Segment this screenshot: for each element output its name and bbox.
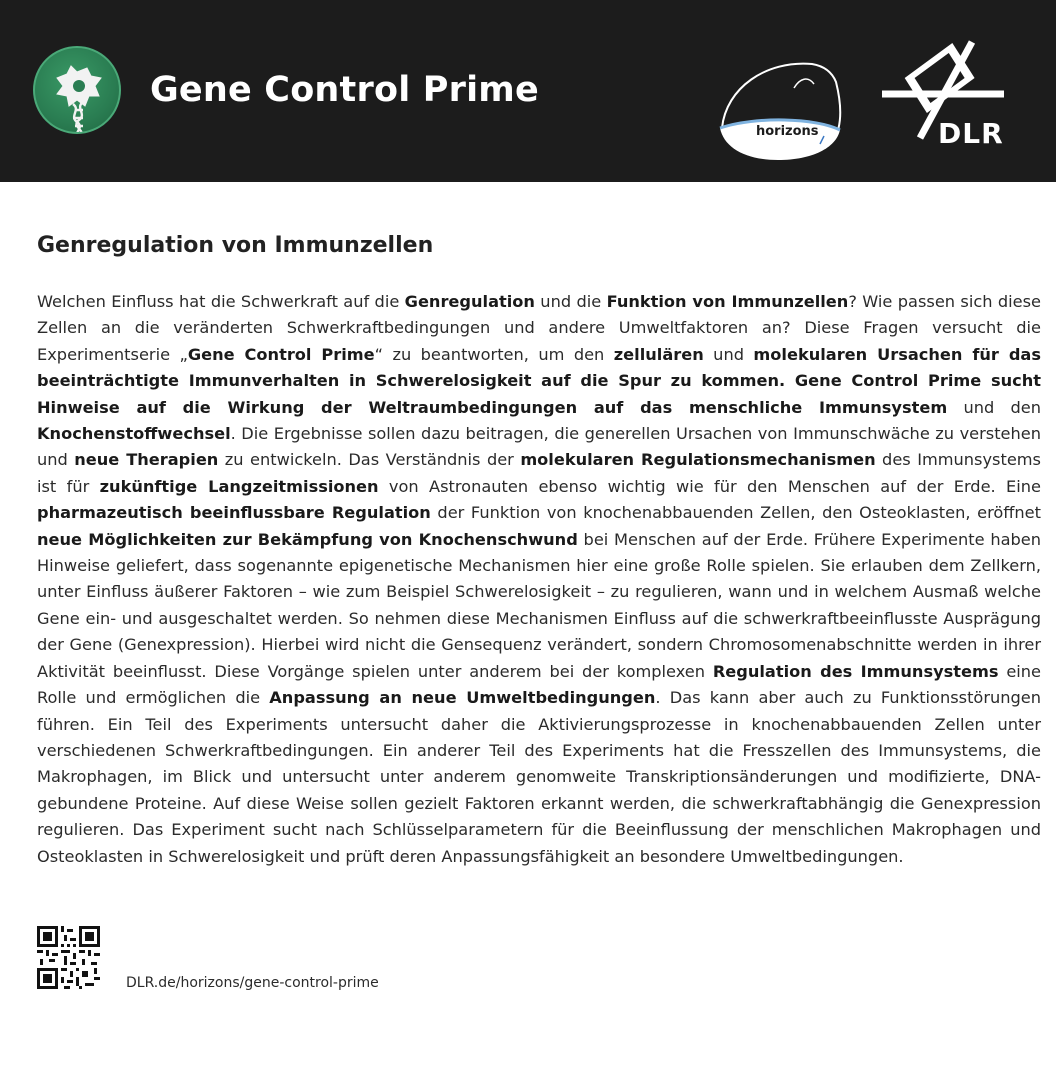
text-segment: und die — [534, 292, 607, 311]
horizons-logo-text: horizons — [756, 124, 819, 139]
text-segment: bei Menschen auf der Erde. Frühere Experimente haben Hinweise geliefert, dass sogenannte epigenetische Mechanismen hier eine große Rolle spielen. Sie erlauben dem Zellkern, unter Einfluss äußerer Faktoren – wie zum Beispiel Schwerelosigkeit – zu regulieren, wann und in welchem Ausmaß welche Gene ein- und ausgeschaltet werden. So nehmen diese Mechanismen Einfluss auf die schwerkraftbeeinflusste Ausprägung der Gene (Genexpression). Hierbei wird nicht die Gensequenz verändert, sondern Chromosomenabschnitte werden in ihrer Aktivität beeinflusst. Diese Vorgänge spielen unter anderem bei der komplexen — [37, 529, 1041, 681]
qr-code-icon — [37, 926, 100, 989]
bold-text-segment: Anpassung an neue Umweltbedingungen — [269, 688, 656, 708]
bold-text-segment: molekularen Regulationsmechanismen — [520, 450, 876, 470]
bold-text-segment: zellulären — [613, 344, 704, 364]
text-segment: von Astronauten ebenso wichtig wie für den Menschen auf der Erde. Eine — [378, 476, 1041, 496]
bold-text-segment: neue Therapien — [74, 450, 219, 470]
bold-text-segment: Knochenstoffwechsel — [37, 424, 231, 444]
page-title: Gene Control Prime — [150, 70, 539, 110]
mission-patch-logo — [33, 46, 121, 134]
bold-text-segment: Genregulation — [404, 292, 535, 311]
text-segment: “ zu beantworten, um den — [374, 344, 614, 364]
bold-text-segment: pharmazeutisch beeinflussbare Regulation — [37, 503, 431, 523]
bold-text-segment: Gene Control Prime — [187, 344, 375, 364]
text-segment: der Funktion von knochenabbauenden Zellen, den Osteoklasten, eröffnet — [430, 503, 1041, 523]
bold-text-segment: neue Möglichkeiten zur Bekämpfung von Knochenschwund — [37, 529, 578, 549]
article-link[interactable]: DLR.de/horizons/gene-control-prime — [126, 975, 379, 991]
text-segment: ? Wie passen sich diese Zellen an die veränderten Schwerkraftbedingungen und andere Umweltfaktoren an? Diese Fragen versucht die Experimentserie „ — [37, 292, 1041, 364]
text-segment: und — [703, 344, 754, 364]
text-segment: eine Rolle und ermöglichen die — [37, 661, 1041, 708]
text-segment: zu entwickeln. Das Verständnis der — [218, 450, 521, 470]
horizons-mission-logo — [716, 58, 844, 162]
text-segment: . Die Ergebnisse sollen dazu beitragen, die generellen Ursachen von Immunschwäche zu verstehen und — [37, 424, 1041, 470]
dlr-logo-text: DLR — [938, 117, 1004, 150]
bold-text-segment: zukünftige Langzeitmissionen — [99, 476, 379, 496]
header-banner — [0, 0, 1056, 182]
bold-text-segment: molekularen Ursachen für das beeinträchtigte Immunverhalten in Schwerelosigkeit auf die Spur zu kommen. Gene Control Prime sucht Hinweise auf die Wirkung der Weltraumbedingungen auf das menschliche Immunsystem — [37, 344, 1041, 417]
section-heading: Genregulation von Immunzellen — [37, 233, 434, 258]
text-segment: Welchen Einfluss hat die Schwerkraft auf die — [37, 292, 405, 311]
text-segment: des Immunsystems ist für — [37, 450, 1041, 496]
article-body — [37, 289, 1041, 870]
bold-text-segment: Regulation des Immunsystems — [712, 661, 999, 681]
text-segment: und den — [947, 397, 1041, 417]
bold-text-segment: Funktion von Immunzellen — [606, 292, 849, 311]
text-segment: . Das kann aber auch zu Funktionsstörungen führen. Ein Teil des Experiments untersucht daher die Aktivierungsprozesse in knochenabbauenden Zellen unter verschiedenen Schwerkraftbedingungen. Ein anderer Teil des Experiments hat die Fresszellen des Immunsystems, die Makrophagen, im Blick und untersucht unter anderem genomweite Transkriptionsänderungen und modifizierte, DNA-gebundene Proteine. Auf diese Weise sollen gezielt Faktoren erkannt werden, die schwerkraftabhängig die Genexpression regulieren. Das Experiment sucht nach Schlüsselparametern für die Beeinflussung der menschlichen Makrophagen und Osteoklasten in Schwerelosigkeit und prüft deren Anpassungsfähigkeit an besondere Umweltbedingungen. — [37, 688, 1041, 866]
